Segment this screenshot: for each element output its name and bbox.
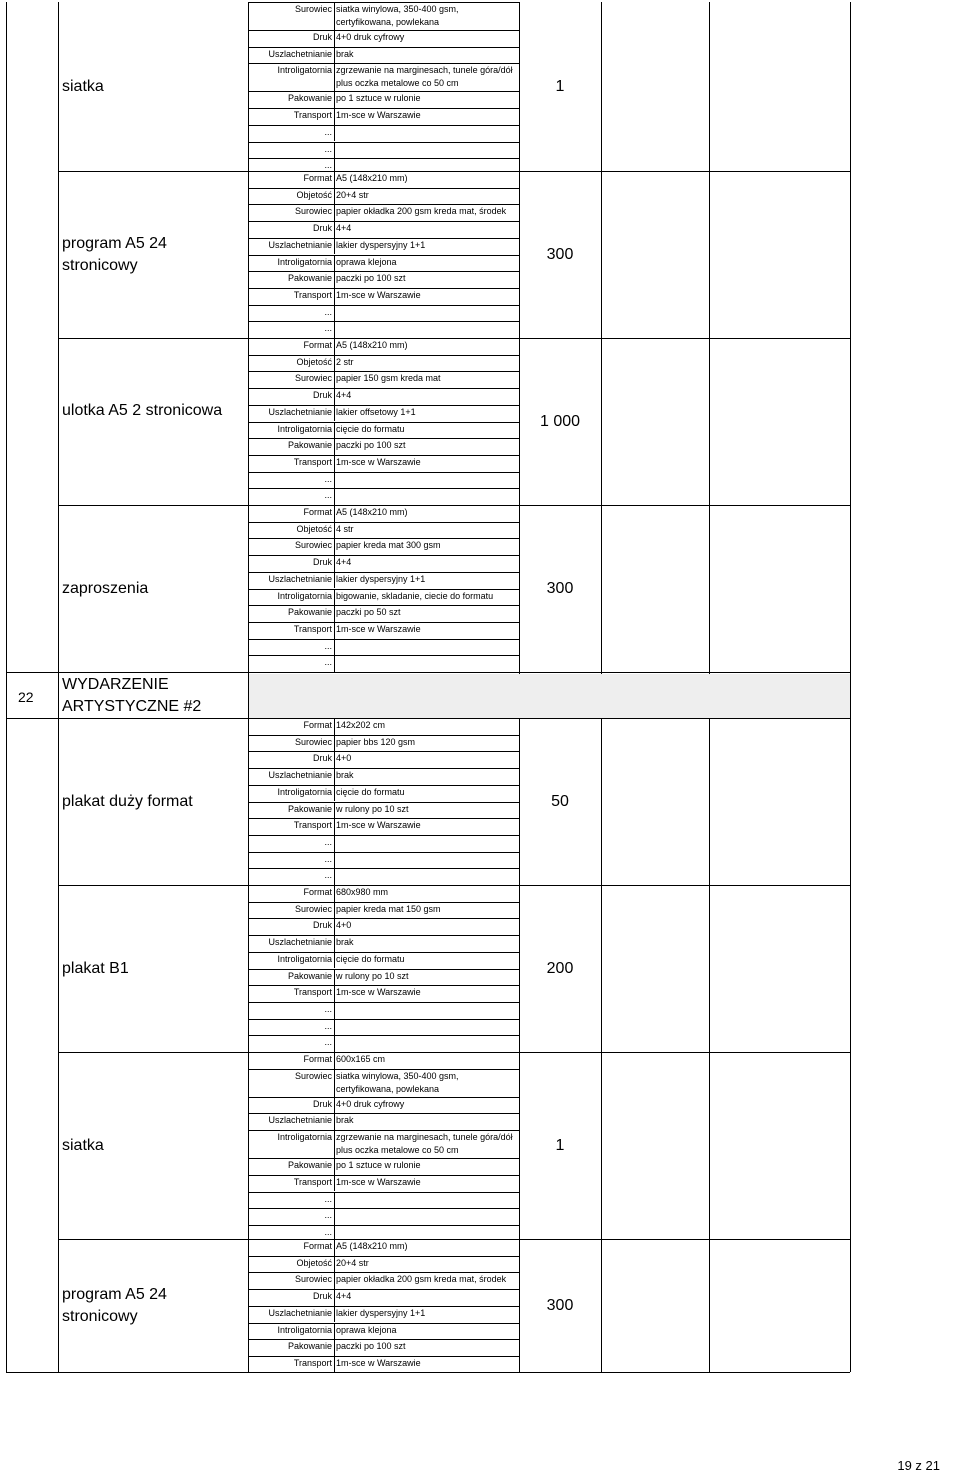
spec-value: 1m-sce w Warszawie (336, 1357, 421, 1368)
spec-row (249, 158, 519, 171)
spec-value: A5 (148x210 mm) (336, 173, 408, 183)
section-number: 22 (18, 689, 34, 705)
spec-label: ... (324, 1037, 332, 1048)
spec-value: w rulony po 10 szt (336, 803, 409, 814)
spec-value: papier kreda mat 150 gsm (336, 903, 441, 914)
spec-row (249, 555, 519, 572)
spec-row (249, 63, 519, 91)
spec-row (249, 1208, 519, 1225)
spec-label: ... (324, 306, 332, 317)
spec-row (249, 1272, 519, 1289)
spec-row (249, 455, 519, 472)
spec-value: siatka winylowa, 350-400 gsm, certyfikowana, powlekana (336, 4, 459, 27)
spec-row (249, 902, 519, 919)
grid-hline (58, 1052, 248, 1053)
spec-row (249, 108, 519, 125)
spec-label: Pakowanie (287, 1160, 332, 1171)
grid-hline (519, 505, 850, 506)
spec-value: paczki po 100 szt (336, 273, 406, 284)
spec-value: papier 150 gsm kreda mat (336, 373, 441, 384)
grid-hline (58, 505, 248, 506)
spec-label: ... (324, 143, 332, 154)
spec-label: ... (324, 853, 332, 864)
spec-value: zgrzewanie na marginesach, tunele góra/dół plus oczka metalowe co 50 cm (336, 1132, 513, 1156)
grid-hline (6, 718, 58, 719)
spec-value: 4+0 druk cyfrowy (336, 32, 405, 42)
spec-label: Format (303, 173, 332, 183)
item-quantity: 1 (555, 1136, 565, 1154)
section-header-shade (249, 674, 850, 718)
spec-value: 1m-sce w Warszawie (336, 456, 421, 467)
item-quantity: 1 000 (539, 412, 581, 430)
spec-row (249, 204, 519, 221)
spec-label: Surowiec (294, 373, 332, 384)
spec-value: 20+4 str (336, 1257, 369, 1268)
spec-row (249, 1225, 519, 1239)
spec-row (249, 221, 519, 238)
spec-label: ... (324, 323, 332, 334)
spec-value: cięcie do formatu (336, 953, 405, 964)
spec-label: Transport (293, 1176, 332, 1187)
spec-row (249, 422, 519, 439)
spec-value: papier okładka 200 gsm kreda mat, środek (336, 1274, 507, 1285)
spec-row (249, 488, 519, 505)
spec-row (249, 47, 519, 64)
spec-row (249, 735, 519, 752)
grid-hline (519, 885, 850, 886)
spec-label: ... (324, 490, 332, 501)
spec-label: Pakowanie (287, 1341, 332, 1352)
spec-label: Uszlachetnianie (268, 937, 332, 948)
spec-label: ... (324, 1226, 332, 1237)
spec-row (249, 639, 519, 656)
spec-row (249, 768, 519, 785)
spec-row (249, 355, 519, 372)
spec-value: 1m-sce w Warszawie (336, 987, 421, 998)
spec-row (249, 2, 519, 30)
spec-label: Transport (293, 1357, 332, 1368)
spec-row (249, 1175, 519, 1192)
spec-label: Introligatornia (277, 1324, 332, 1335)
spec-row (249, 388, 519, 405)
spec-row (249, 188, 519, 205)
grid-hline (58, 171, 248, 172)
spec-value: 4+4 (336, 223, 352, 234)
grid-hline (248, 672, 519, 673)
spec-value: 20+4 str (336, 189, 369, 200)
spec-label: Transport (293, 623, 332, 634)
spec-value: bigowanie, skladanie, ciecie do formatu (336, 590, 494, 601)
spec-label: Format (303, 720, 332, 730)
spec-value: lakier dyspersyjny 1+1 (336, 239, 426, 250)
spec-label: Druk (312, 753, 332, 764)
grid-hline (519, 1239, 850, 1240)
spec-value: cięcie do formatu (336, 786, 405, 797)
spec-value: 4+4 (336, 390, 352, 401)
spec-row (249, 802, 519, 819)
spec-label: Introligatornia (277, 590, 332, 601)
spec-row (249, 371, 519, 388)
spec-row (249, 868, 519, 885)
grid-hline (58, 1239, 248, 1240)
grid-vline (6, 2, 7, 1372)
spec-value: po 1 sztuce w rulonie (336, 1160, 421, 1171)
spec-label: Objetość (296, 523, 332, 534)
spec-label: Surowiec (294, 540, 332, 551)
grid-hline (58, 885, 248, 886)
spec-label: Uszlachetnianie (268, 573, 332, 584)
spec-label: Introligatornia (277, 65, 332, 76)
section-title: WYDARZENIE ARTYSTYCZNE #2 (62, 676, 202, 715)
spec-label: Druk (312, 390, 332, 401)
spec-value: lakier dyspersyjny 1+1 (336, 573, 426, 584)
spec-row (249, 572, 519, 589)
spec-value: paczki po 50 szt (336, 607, 401, 618)
spec-label: Uszlachetnianie (268, 1307, 332, 1318)
spec-label: ... (324, 870, 332, 881)
spec-row (249, 438, 519, 455)
spec-label: Introligatornia (277, 1132, 332, 1143)
spec-value: A5 (148x210 mm) (336, 340, 408, 350)
spec-label: Format (303, 1054, 332, 1064)
spec-label: Surowiec (294, 903, 332, 914)
spec-row (249, 255, 519, 272)
spec-row (249, 1339, 519, 1356)
spec-row (249, 952, 519, 969)
spec-row (249, 338, 519, 355)
spec-value: w rulony po 10 szt (336, 970, 409, 981)
spec-row (249, 1113, 519, 1130)
item-quantity: 1 (555, 77, 565, 95)
spec-value: 4+0 (336, 920, 352, 931)
spec-value: lakier offsetowy 1+1 (336, 406, 416, 417)
spec-value: oprawa klejona (336, 1324, 397, 1335)
spec-value: papier kreda mat 300 gsm (336, 540, 441, 551)
spec-label: ... (324, 1193, 332, 1204)
spec-row (249, 835, 519, 852)
spec-row (249, 935, 519, 952)
spec-value: 142x202 cm (336, 720, 386, 730)
spec-label: Format (303, 340, 332, 350)
spec-label: Pakowanie (287, 273, 332, 284)
item-name: siatka (62, 77, 104, 95)
spec-row (249, 818, 519, 835)
spec-value: 4+4 (336, 557, 352, 568)
item-name: plakat duży format (62, 792, 193, 810)
spec-label: Uszlachetnianie (268, 1115, 332, 1126)
item-name: siatka (62, 1136, 104, 1154)
spec-label: ... (324, 640, 332, 651)
spec-value: paczki po 100 szt (336, 1341, 406, 1352)
spec-value: brak (336, 48, 354, 59)
spec-label: Objetość (296, 1257, 332, 1268)
spec-value: siatka winylowa, 350-400 gsm, certyfikowana, powlekana (336, 1070, 459, 1094)
spec-label: ... (324, 1020, 332, 1031)
spec-row (249, 271, 519, 288)
spec-label: Druk (312, 32, 332, 42)
grid-hline (519, 338, 850, 339)
spec-value: 4+0 (336, 753, 352, 764)
spec-value: zgrzewanie na marginesach, tunele góra/dół plus oczka metalowe co 50 cm (336, 65, 513, 89)
spec-row (249, 655, 519, 672)
grid-hline (6, 672, 58, 673)
spec-row (249, 751, 519, 768)
spec-row (249, 1239, 519, 1256)
spec-row (249, 522, 519, 539)
spec-row (249, 1256, 519, 1273)
grid-hline (519, 1052, 850, 1053)
spec-label: Druk (312, 223, 332, 234)
spec-row (249, 985, 519, 1002)
spec-value: 1m-sce w Warszawie (336, 623, 421, 634)
spec-row (249, 1052, 519, 1069)
spec-label: Druk (312, 920, 332, 931)
spec-value: po 1 sztuce w rulonie (336, 93, 421, 104)
spec-label: ... (324, 126, 332, 137)
spec-row (249, 125, 519, 142)
spec-value: 1m-sce w Warszawie (336, 110, 421, 121)
spec-value: paczki po 100 szt (336, 440, 406, 451)
spec-row (249, 171, 519, 188)
spec-row (249, 969, 519, 986)
spec-label: Surowiec (294, 206, 332, 217)
spec-value: papier okładka 200 gsm kreda mat, środek (336, 206, 507, 217)
spec-value: oprawa klejona (336, 256, 397, 267)
item-quantity: 300 (546, 1296, 574, 1314)
item-quantity: 200 (546, 959, 574, 977)
spec-value: 680x980 mm (336, 887, 389, 897)
spec-label: Introligatornia (277, 953, 332, 964)
spec-label: ... (324, 1210, 332, 1221)
spec-row (249, 1019, 519, 1036)
spec-value: 4+0 druk cyfrowy (336, 1098, 405, 1109)
spec-label: Pakowanie (287, 803, 332, 814)
grid-vline (58, 2, 59, 1372)
spec-row (249, 472, 519, 489)
item-name: zaproszenia (62, 579, 149, 597)
spec-row (249, 852, 519, 869)
spec-label: Surowiec (294, 1274, 332, 1285)
spec-label: Druk (312, 557, 332, 568)
spec-row (249, 1306, 519, 1323)
spec-value: 1m-sce w Warszawie (336, 820, 421, 831)
spec-label: Pakowanie (287, 970, 332, 981)
spec-row (249, 1289, 519, 1306)
spec-value: 1m-sce w Warszawie (336, 1176, 421, 1187)
spec-row (249, 1356, 519, 1372)
spec-label: Transport (293, 820, 332, 831)
spec-value: 2 str (336, 356, 354, 367)
item-name: program A5 24 stronicowy (62, 1285, 167, 1325)
page-number: 19 z 21 (897, 1458, 940, 1473)
spec-value: A5 (148x210 mm) (336, 507, 408, 517)
spec-value: brak (336, 937, 354, 948)
spec-value: 1m-sce w Warszawie (336, 289, 421, 300)
spec-row (249, 785, 519, 802)
spec-value: cięcie do formatu (336, 423, 405, 434)
spec-label: Pakowanie (287, 93, 332, 104)
spec-label: Surowiec (294, 4, 332, 14)
spec-label: Introligatornia (277, 786, 332, 797)
item-name: program A5 24 stronicowy (62, 234, 167, 274)
spec-label: Transport (293, 110, 332, 121)
spec-row (249, 918, 519, 935)
spec-label: Format (303, 507, 332, 517)
spec-row (249, 405, 519, 422)
spec-row (249, 1097, 519, 1114)
spec-row (249, 142, 519, 159)
spec-row (249, 305, 519, 322)
spec-row (249, 288, 519, 305)
spec-row (249, 605, 519, 622)
spec-row (249, 1158, 519, 1175)
spec-value: 600x165 cm (336, 1054, 386, 1064)
spec-label: Surowiec (294, 1070, 332, 1081)
spec-row (249, 1192, 519, 1209)
spec-row (249, 321, 519, 338)
spec-row (249, 91, 519, 108)
grid-vline (850, 2, 851, 1372)
spec-value: 4+4 (336, 1291, 352, 1302)
spec-label: Transport (293, 456, 332, 467)
grid-hline (58, 338, 248, 339)
spec-label: Pakowanie (287, 607, 332, 618)
spec-row (249, 538, 519, 555)
spec-label: Uszlachetnianie (268, 48, 332, 59)
spec-row (249, 505, 519, 522)
item-quantity: 50 (551, 792, 569, 810)
spec-label: ... (324, 473, 332, 484)
spec-label: Introligatornia (277, 423, 332, 434)
spec-row (249, 1130, 519, 1158)
grid-hline (6, 1372, 850, 1373)
spec-row (249, 718, 519, 735)
item-name: plakat B1 (62, 959, 129, 977)
spec-label: Uszlachetnianie (268, 770, 332, 781)
spec-label: Transport (293, 289, 332, 300)
spec-row (249, 589, 519, 606)
spec-label: Uszlachetnianie (268, 239, 332, 250)
spec-value: 4 str (336, 523, 354, 534)
spec-label: ... (324, 1003, 332, 1014)
spec-row (249, 1002, 519, 1019)
spec-label: Surowiec (294, 736, 332, 747)
spec-label: Transport (293, 987, 332, 998)
spec-label: Druk (312, 1098, 332, 1109)
spec-row (249, 622, 519, 639)
item-quantity: 300 (546, 579, 574, 597)
spec-label: Pakowanie (287, 440, 332, 451)
spec-value: papier bbs 120 gsm (336, 736, 416, 747)
spec-label: ... (324, 836, 332, 847)
spec-row (249, 238, 519, 255)
spec-label: ... (324, 657, 332, 668)
spec-value: A5 (148x210 mm) (336, 1241, 408, 1251)
spec-row (249, 885, 519, 902)
spec-row (249, 30, 519, 47)
grid-hline (519, 171, 850, 172)
spec-row (249, 1035, 519, 1052)
item-name: ulotka A5 2 stronicowa (62, 401, 223, 419)
spec-label: Druk (312, 1291, 332, 1302)
spec-label: Uszlachetnianie (268, 406, 332, 417)
spec-value: lakier dyspersyjny 1+1 (336, 1307, 426, 1318)
spec-label: Format (303, 1241, 332, 1251)
item-quantity: 300 (546, 245, 574, 263)
spec-label: Introligatornia (277, 256, 332, 267)
spec-row (249, 1323, 519, 1340)
spec-label: ... (324, 160, 332, 171)
spec-label: Objetość (296, 189, 332, 200)
spec-value: brak (336, 1115, 354, 1126)
spec-label: Objetość (296, 356, 332, 367)
spec-value: brak (336, 770, 354, 781)
spec-label: Format (303, 887, 332, 897)
spec-row (249, 1069, 519, 1097)
